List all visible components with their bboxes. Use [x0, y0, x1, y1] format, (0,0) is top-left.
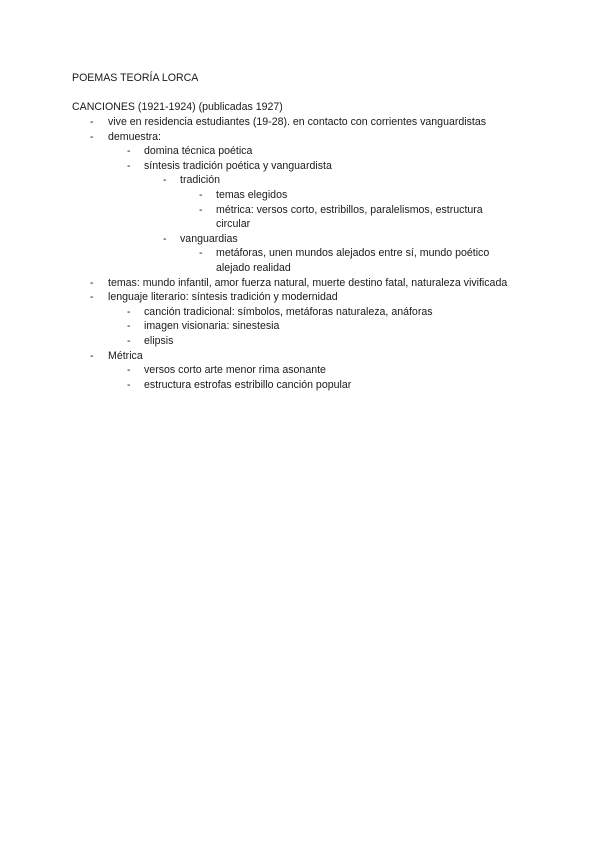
outline-item — [0, 232, 600, 247]
document-title: POEMAS TEORÍA LORCA — [72, 72, 199, 84]
outline-item-text: vanguardias — [180, 232, 238, 245]
outline-item — [0, 130, 600, 145]
outline-item — [0, 159, 600, 174]
bullet-dash: - — [199, 247, 203, 260]
bullet-dash: - — [90, 276, 94, 289]
outline-item-text: canción tradicional: símbolos, metáforas naturaleza, anáforas — [144, 305, 433, 318]
bullet-dash: - — [127, 320, 131, 333]
outline-item — [0, 349, 600, 364]
bullet-dash: - — [199, 203, 203, 216]
outline-item-text: versos corto arte menor rima asonante — [144, 364, 326, 377]
outline-item-text: domina técnica poética — [144, 145, 253, 158]
bullet-dash: - — [90, 291, 94, 304]
outline-item — [0, 334, 600, 349]
outline-list — [0, 115, 600, 392]
bullet-dash: - — [163, 174, 167, 187]
section-heading: CANCIONES (1921-1924) (publicadas 1927) — [72, 101, 283, 113]
outline-item-text: tradición — [180, 174, 221, 187]
outline-item-text: metáforas, unen mundos alejados entre sí, mundo poético alejado realidad — [216, 247, 490, 274]
bullet-dash: - — [127, 334, 131, 347]
outline-item-text: métrica: versos corto, estribillos, paralelismos, estructura circular — [216, 203, 483, 231]
bullet-dash: - — [199, 188, 203, 201]
outline-item-text: lenguaje literario: síntesis tradición y modernidad — [108, 291, 338, 304]
outline-item-text: estructura estrofas estribillo canción popular — [144, 378, 352, 391]
bullet-dash: - — [127, 364, 131, 377]
outline-item — [0, 363, 600, 378]
outline-item — [0, 290, 600, 305]
bullet-dash: - — [90, 349, 94, 362]
bullet-dash: - — [90, 116, 94, 128]
outline-item — [0, 246, 600, 275]
bullet-dash: - — [90, 130, 94, 143]
outline-item — [0, 305, 600, 320]
bullet-dash: - — [127, 159, 131, 172]
outline-item — [0, 319, 600, 334]
outline-item-text: síntesis tradición poética y vanguardista — [144, 159, 332, 172]
outline-item-text: temas elegidos — [216, 188, 288, 201]
bullet-dash: - — [163, 232, 167, 245]
outline-item-text: vive en residencia estudiantes (19-28). en contacto con corrientes vanguardistas — [108, 116, 487, 128]
outline-item — [0, 276, 600, 291]
outline-item — [0, 203, 600, 232]
outline-item — [0, 144, 600, 159]
outline-item — [0, 115, 600, 130]
outline-item-text: demuestra: — [108, 130, 161, 143]
outline-item-text: elipsis — [144, 334, 174, 347]
outline-item-text: Métrica — [108, 349, 143, 362]
outline-item-text: temas: mundo infantil, amor fuerza natural, muerte destino fatal, naturaleza vivificada — [108, 276, 508, 289]
bullet-dash: - — [127, 145, 131, 158]
outline-item — [0, 188, 600, 203]
outline-item — [0, 173, 600, 188]
bullet-dash: - — [127, 305, 131, 318]
outline-item — [0, 378, 600, 393]
outline-item-text: imagen visionaria: sinestesia — [144, 320, 280, 333]
bullet-dash: - — [127, 378, 131, 391]
